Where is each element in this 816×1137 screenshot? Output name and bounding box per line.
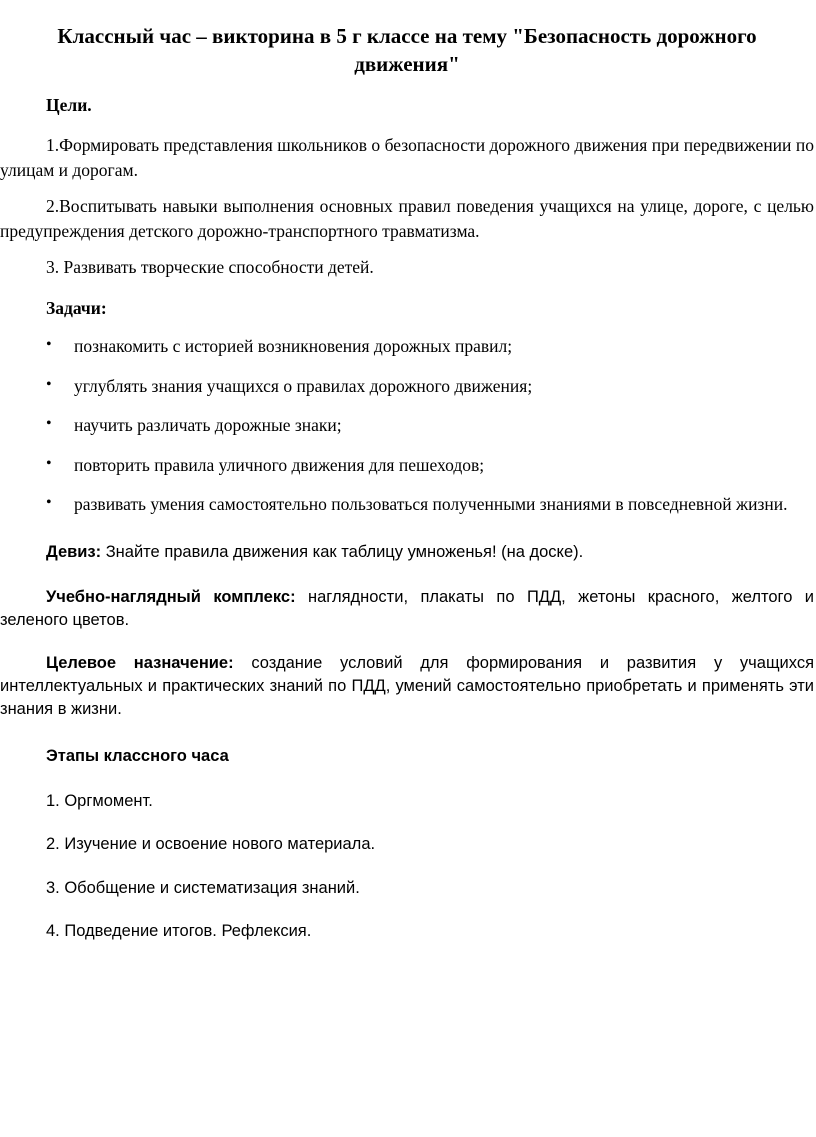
- goals-heading: Цели.: [46, 94, 92, 115]
- kit-paragraph: [0, 586, 814, 632]
- task-text: углублять знания учащихся о правилах дорожного движения;: [74, 375, 533, 396]
- list-item: [0, 492, 814, 517]
- stage-item-2: 2. Изучение и освоение нового материала.: [46, 835, 376, 854]
- purpose-paragraph: [0, 652, 814, 721]
- stage-item-3: 3. Обобщение и систематизация знаний.: [46, 878, 360, 897]
- kit-label: Учебно-наглядный комплекс:: [46, 587, 296, 606]
- stage-item-4: 4. Подведение итогов. Рефлексия.: [46, 921, 312, 940]
- bullet-icon: •: [46, 375, 52, 393]
- list-item: [0, 453, 814, 478]
- stage-item-1: 1. Оргмомент.: [46, 792, 153, 811]
- task-text: познакомить с историей возникновения дорожных правил;: [74, 336, 513, 357]
- list-item: [0, 374, 814, 399]
- motto-paragraph: [0, 541, 814, 564]
- tasks-list: [0, 334, 814, 517]
- kit-text: наглядности, плакаты по ПДД, жетоны красного, желтого и зеленого цветов.: [0, 587, 815, 629]
- motto-label: Девиз:: [46, 542, 102, 561]
- purpose-text: создание условий для формирования и развития у учащихся интеллектуальных и практических знаний по ПДД, умений самостоятельно приобретать и применять эти знания в жизни.: [0, 653, 814, 719]
- bullet-icon: •: [46, 494, 52, 512]
- task-text: научить различать дорожные знаки;: [74, 415, 342, 436]
- goal-item-1: 1.Формировать представления школьников о безопасности дорожного движения при передвижении по улицам и дорогам.: [0, 135, 814, 180]
- document-title: Классный час – викторина в 5 г классе на тему "Безопасность дорожного движения": [57, 24, 757, 77]
- goal-item-2: 2.Воспитывать навыки выполнения основных правил поведения учащихся на улице, дороге, с целью предупреждения детского дорожно-транспортного травматизма.: [0, 196, 814, 241]
- task-text: повторить правила уличного движения для пешеходов;: [74, 454, 485, 475]
- motto-text: Знайте правила движения как таблицу умноженья! (на доске).: [101, 542, 584, 561]
- tasks-heading: Задачи:: [46, 297, 107, 318]
- goal-item-3: 3. Развивать творческие способности детей.: [46, 257, 374, 278]
- list-item: [0, 334, 814, 359]
- bullet-icon: •: [46, 454, 52, 472]
- purpose-label: Целевое назначение:: [46, 653, 234, 672]
- bullet-icon: •: [46, 415, 52, 433]
- bullet-icon: •: [46, 336, 52, 354]
- list-item: [0, 413, 814, 438]
- stages-heading: Этапы классного часа: [46, 747, 229, 766]
- task-text: развивать умения самостоятельно пользоваться полученными знаниями в повседневной жизни.: [74, 494, 788, 515]
